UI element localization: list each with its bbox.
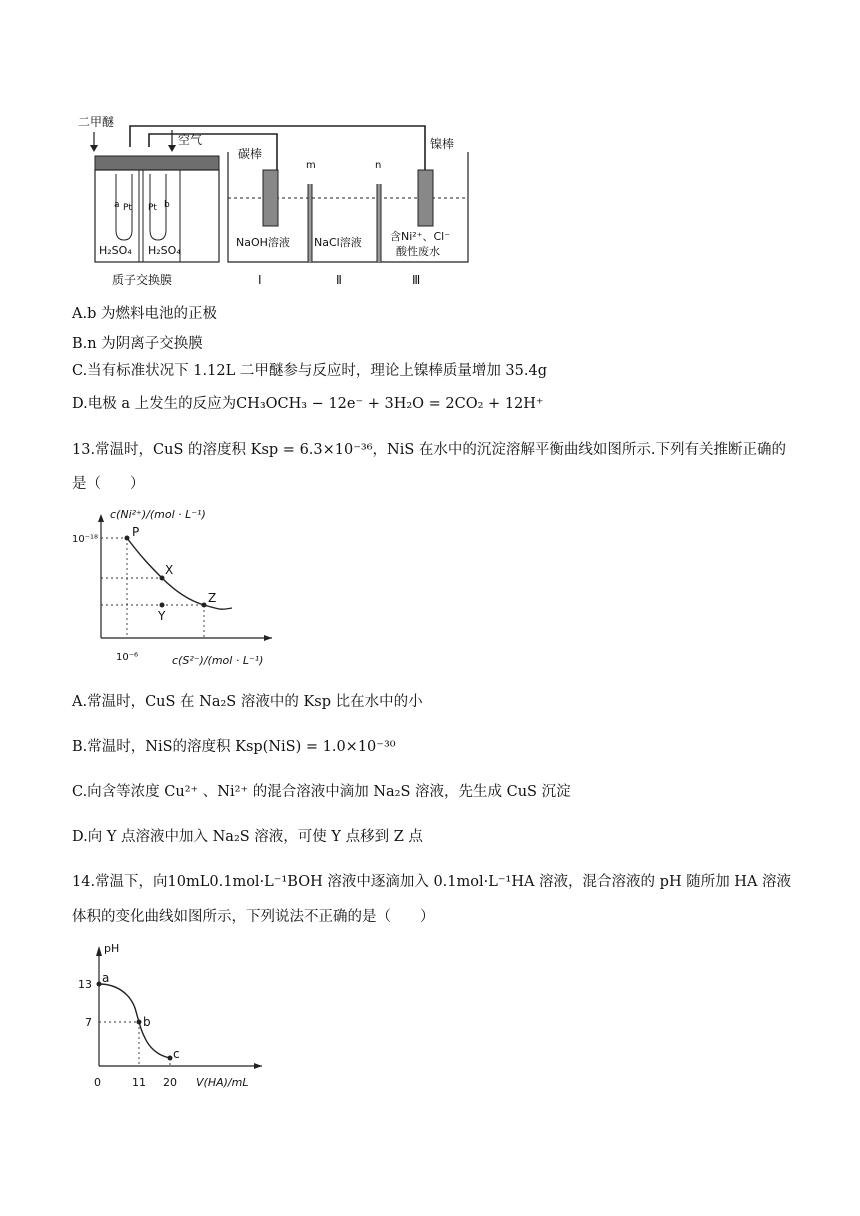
nickel-rod-label: 镍棒: [430, 137, 455, 151]
membrane-label: 质子交换膜: [112, 273, 173, 287]
point-z: [202, 603, 207, 608]
electrode-pt-right: Pt: [148, 203, 157, 213]
point-x-label: X: [165, 563, 174, 577]
x-tick-11: 11: [132, 1076, 146, 1089]
fuel-cell-lid: [95, 156, 219, 170]
cell-1-label: Ⅰ: [258, 273, 262, 287]
nis-equilibrium-curve: [127, 538, 232, 609]
y-axis-title: pH: [104, 942, 120, 955]
q14-stem-line1: 14.常温下，向10mL0.1mol·L⁻¹BOH 溶液中逐滴加入 0.1mol·L⁻¹HA 溶液，混合溶液的 pH 随所加 HA 溶液: [72, 874, 792, 890]
q13-option-a: A.常温时，CuS 在 Na₂S 溶液中的 Ksp 比在水中的小: [72, 694, 423, 710]
point-y: [160, 603, 165, 608]
q13-stem-line1: 13.常温时，CuS 的溶度积 Ksp = 6.3×10⁻³⁶，NiS 在水中的沉淀溶解平衡曲线如图所示.下列有关推断正确的: [72, 442, 786, 458]
q12-option-d: D.电极 a 上发生的反应为CH₃OCH₃ − 12e⁻ + 3H₂O = 2CO₂ + 12H⁺: [72, 396, 544, 412]
point-y-label: Y: [158, 609, 166, 623]
q12-option-a: A.b 为燃料电池的正极: [72, 306, 217, 322]
y-tick-13: 13: [78, 978, 92, 991]
point-c: [168, 1056, 173, 1061]
x-tick-20: 20: [163, 1076, 177, 1089]
electrode-a-label: a: [114, 200, 120, 210]
q14-stem-line2: 体积的变化曲线如图所示，下列说法不正确的是（ ）: [72, 909, 435, 925]
point-x: [160, 576, 165, 581]
y-tick-label: 10⁻¹⁸: [72, 534, 99, 545]
nickel-rod: [418, 170, 433, 226]
h2so4-right: H₂SO₄: [148, 244, 181, 257]
q12-option-c: C.当有标准状况下 1.12L 二甲醚参与反应时，理论上镍棒质量增加 35.4g: [72, 363, 547, 379]
x-tick-label: 10⁻⁶: [116, 652, 139, 663]
h2so4-left: H₂SO₄: [99, 244, 132, 257]
y-axis-title: c(Ni²⁺)/(mol · L⁻¹): [110, 508, 206, 521]
y-tick-7: 7: [85, 1016, 92, 1029]
q13-option-c: C.向含等浓度 Cu²⁺ 、Ni²⁺ 的混合溶液中滴加 Na₂S 溶液，先生成 CuS 沉淀: [72, 784, 571, 800]
x-axis-title: c(S²⁻)/(mol · L⁻¹): [172, 654, 264, 667]
q12-option-b: B.n 为阴离子交换膜: [72, 336, 203, 352]
point-p-label: P: [132, 525, 140, 539]
q13-option-d: D.向 Y 点溶液中加入 Na₂S 溶液，可使 Y 点移到 Z 点: [72, 829, 423, 845]
membrane-m-label: m: [306, 160, 316, 171]
point-z-label: Z: [208, 591, 217, 605]
point-b-label: b: [143, 1015, 151, 1029]
membrane-n-label: n: [375, 160, 382, 171]
x-axis-title: V(HA)/mL: [196, 1076, 249, 1089]
titration-chart: [72, 936, 272, 1096]
point-a: [97, 982, 102, 987]
ph-curve: [99, 984, 170, 1058]
point-c-label: c: [173, 1047, 180, 1061]
electrolysis-diagram: [72, 112, 472, 292]
nis-solubility-chart: [72, 498, 282, 674]
cell-3-label: Ⅲ: [412, 273, 421, 287]
carbon-rod: [263, 170, 278, 226]
point-b: [137, 1020, 142, 1025]
nacl-label: NaCl溶液: [314, 236, 362, 249]
q13-option-b: B.常温时，NiS的溶度积 Ksp(NiS) = 1.0×10⁻³⁰: [72, 739, 396, 755]
naoh-label: NaOH溶液: [236, 236, 290, 249]
air-label: 空气: [178, 133, 203, 147]
point-a-label: a: [102, 971, 110, 985]
carbon-rod-label: 碳棒: [238, 147, 263, 161]
point-p: [125, 536, 130, 541]
q13-stem-line2: 是（ ）: [72, 476, 145, 492]
waste-label-1: 含Ni²⁺、Cl⁻: [390, 230, 451, 243]
electrode-b-label: b: [164, 200, 170, 210]
x-tick-0: 0: [94, 1076, 101, 1089]
cell-2-label: Ⅱ: [336, 273, 342, 287]
electrode-pt-left: Pt: [123, 203, 132, 213]
waste-label-2: 酸性废水: [396, 245, 440, 258]
ether-label: 二甲醚: [78, 115, 115, 129]
